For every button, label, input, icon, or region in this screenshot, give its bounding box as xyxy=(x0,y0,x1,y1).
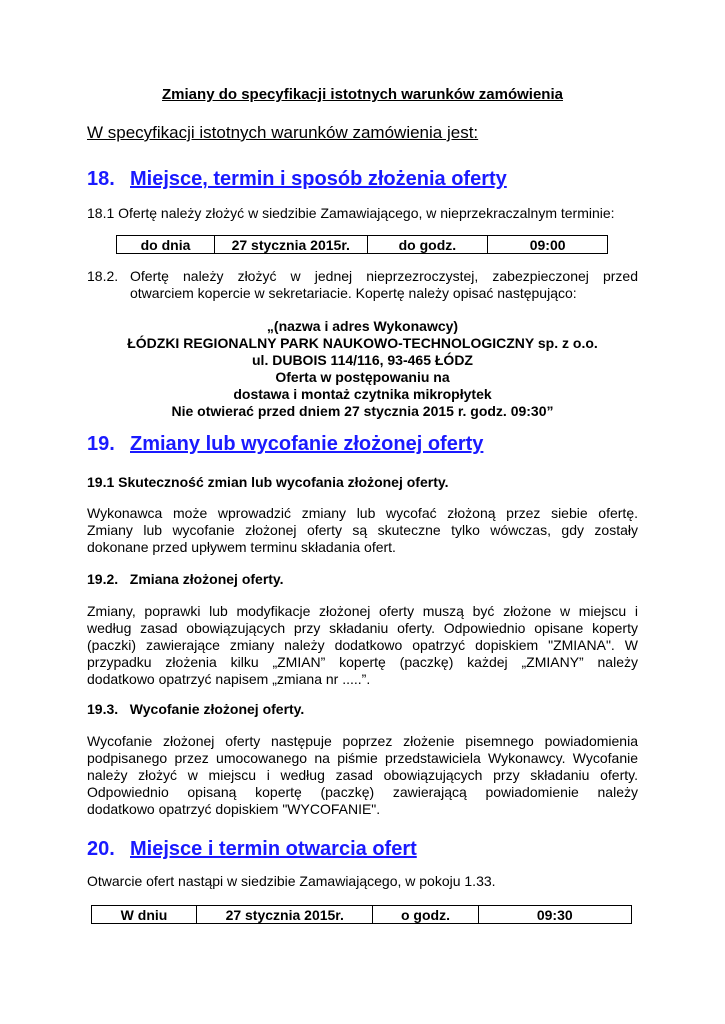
envelope-line: ŁÓDZKI REGIONALNY PARK NAUKOWO-TECHNOLOGICZNY sp. z o.o. xyxy=(127,335,598,351)
section-title: Zmiany lub wycofanie złożonej oferty xyxy=(130,433,484,455)
paragraph-18-2-line: otwarciem kopercie w sekretariacie. Kopertę należy opisać następująco: xyxy=(130,285,577,301)
section-19-heading xyxy=(87,433,483,456)
section-number: 19. xyxy=(87,433,115,455)
paragraph-18-2-number: 18.2. xyxy=(87,268,119,284)
text-line: Odpowiednio opisaną kopertę (paczkę) zawierającą powiadomienie należy xyxy=(87,784,638,800)
text-line: według zasad obowiązujących przy składaniu oferty. Odpowiednio opisane koperty xyxy=(87,620,638,636)
envelope-line: dostawa i montaż czytnika mikropłytek xyxy=(233,386,492,402)
text-line: przypadku złożenia kilku „ZMIAN” kopertę (paczkę) każdej „ZMIANY” należy xyxy=(87,654,638,670)
text-line: podpisanego przez umocowanego na piśmie przedstawiciela Wykonawcy. Wycofanie xyxy=(87,750,638,766)
envelope-line: Oferta w postępowaniu na xyxy=(275,369,450,385)
text-line: Wykonawca może wprowadzić zmiany lub wycofać złożoną przez siebie ofertę. xyxy=(87,505,638,521)
subsection-19-1-heading: 19.1 Skuteczność zmian lub wycofania złożonej oferty. xyxy=(87,474,449,490)
table-cell: 09:00 xyxy=(488,236,608,254)
table-cell: do dnia xyxy=(117,236,215,254)
text-line: dodatkowo opatrzyć napisem „zmiana nr .....”. xyxy=(87,671,371,687)
table-cell: o godz. xyxy=(373,906,478,924)
paragraph-18-2-line: Ofertę należy złożyć w jednej nieprzezroczystej, zabezpieczonej przed xyxy=(130,268,638,284)
table-row xyxy=(117,236,608,254)
section-number: 18. xyxy=(87,168,115,190)
subsection-19-2-heading: 19.2. Zmiana złożonej oferty. xyxy=(87,571,284,587)
text-line: Zmiany lub wycofanie złożonej oferty są skuteczne tylko wówczas, gdy zostały xyxy=(87,522,638,538)
envelope-description xyxy=(87,318,638,420)
text-line: Wycofanie złożonej oferty następuje poprzez złożenie pisemnego powiadomienia xyxy=(87,733,638,749)
table-cell: W dniu xyxy=(92,906,197,924)
table-cell: 27 stycznia 2015r. xyxy=(214,236,367,254)
subsection-19-1-text xyxy=(87,505,638,556)
paragraph-20: Otwarcie ofert nastąpi w siedzibie Zamawiającego, w pokoju 1.33. xyxy=(87,873,496,889)
opening-table xyxy=(91,905,632,924)
section-number: 20. xyxy=(87,838,115,860)
section-title: Miejsce, termin i sposób złożenia oferty xyxy=(130,168,507,190)
document-title: Zmiany do specyfikacji istotnych warunków zamówienia xyxy=(162,86,563,103)
envelope-line: ul. DUBOIS 114/116, 93-465 ŁÓDZ xyxy=(252,352,473,368)
deadline-table xyxy=(116,235,608,254)
text-line: dokonane przed upływem terminu składania ofert. xyxy=(87,539,396,555)
envelope-line: Nie otwierać przed dniem 27 stycznia 2015 r. godz. 09:30” xyxy=(171,403,554,419)
subsection-19-3-text xyxy=(87,733,638,818)
envelope-line: „(nazwa i adres Wykonawcy) xyxy=(266,318,459,334)
table-row xyxy=(92,906,632,924)
section-18-heading xyxy=(87,168,507,191)
paragraph-18-1: 18.1 Ofertę należy złożyć w siedzibie Zamawiającego, w nieprzekraczalnym terminie: xyxy=(87,205,615,221)
text-line: Zmiany, poprawki lub modyfikacje złożonej oferty muszą być złożone w miejscu i xyxy=(87,603,638,619)
intro-text: W specyfikacji istotnych warunków zamówienia jest: xyxy=(87,123,479,142)
text-line: dodatkowo opatrzyć dopiskiem "WYCOFANIE". xyxy=(87,801,381,817)
text-line: (paczki) zawierające zmiany należy dodatkowo opatrzyć dopiskiem "ZMIANA". W xyxy=(87,637,638,653)
section-20-heading xyxy=(87,838,417,861)
table-cell: 09:30 xyxy=(478,906,631,924)
table-cell: do godz. xyxy=(367,236,488,254)
text-line: należy złożyć w miejscu i według zasad obowiązujących przy składaniu oferty. xyxy=(87,767,638,783)
section-title: Miejsce i termin otwarcia ofert xyxy=(130,838,417,860)
subsection-19-3-heading: 19.3. Wycofanie złożonej oferty. xyxy=(87,701,305,717)
subsection-19-2-text xyxy=(87,603,638,688)
table-cell: 27 stycznia 2015r. xyxy=(197,906,373,924)
